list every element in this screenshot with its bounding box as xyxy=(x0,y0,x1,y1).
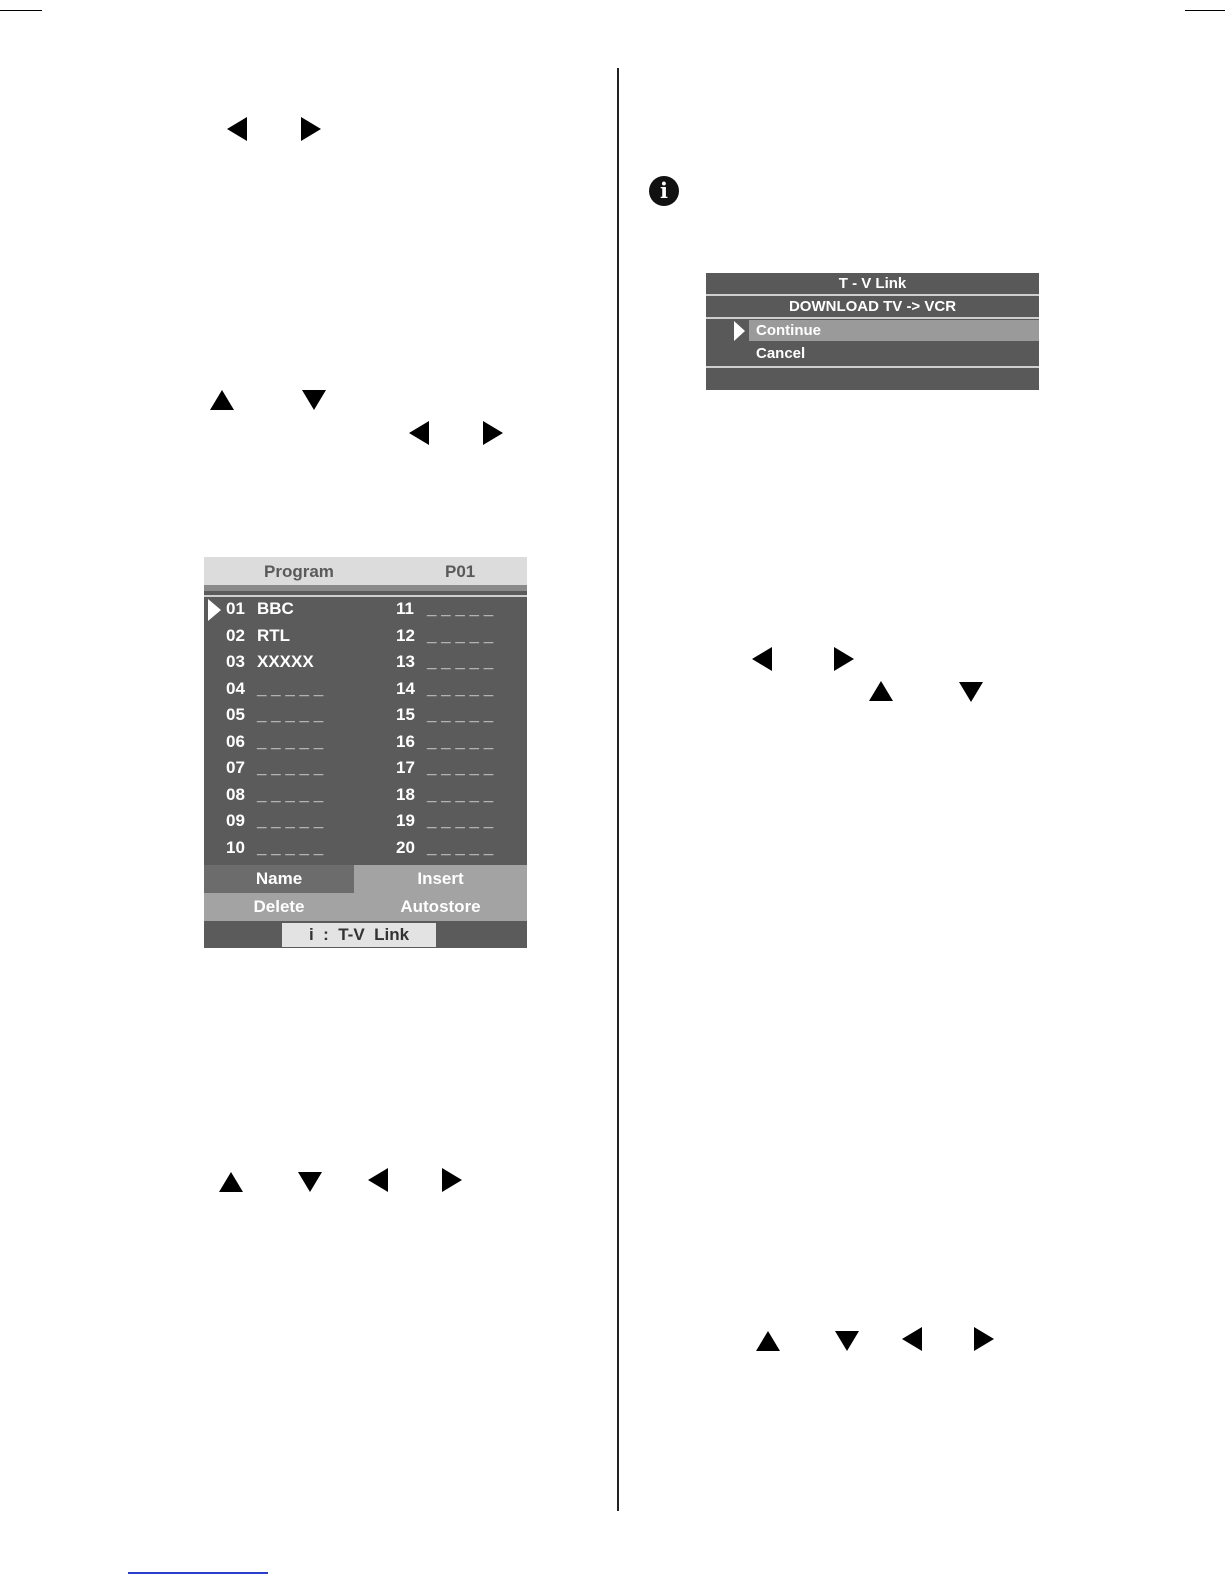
tv-link-dialog xyxy=(706,273,1039,390)
arrow-down-icon xyxy=(298,1172,322,1192)
program-name: _ _ _ _ _ xyxy=(427,599,494,618)
dialog-divider xyxy=(706,317,1039,319)
program-name: RTL xyxy=(257,625,291,645)
arrow-up-icon xyxy=(869,681,893,701)
program-number: 12 xyxy=(396,625,415,645)
program-number: 08 xyxy=(226,784,245,804)
program-name: _ _ _ _ _ xyxy=(257,811,324,830)
arrow-right-icon xyxy=(483,421,503,445)
dialog-title: T - V Link xyxy=(838,275,907,292)
program-name: _ _ _ _ _ xyxy=(257,758,324,777)
dialog-divider xyxy=(706,366,1039,368)
arrow-left-icon xyxy=(368,1168,388,1192)
crop-mark xyxy=(1185,10,1225,11)
program-number: 03 xyxy=(226,652,245,671)
program-table-header xyxy=(204,557,527,585)
arrow-left-icon xyxy=(752,647,772,671)
program-number: 02 xyxy=(226,625,245,645)
arrow-down-icon xyxy=(302,390,326,410)
name-button[interactable]: Name xyxy=(204,865,354,893)
program-number: 09 xyxy=(226,811,245,830)
program-name: _ _ _ _ _ xyxy=(257,731,324,751)
arrow-right-icon xyxy=(301,117,321,141)
dialog-subtitle: DOWNLOAD TV -> VCR xyxy=(788,298,957,315)
program-table xyxy=(204,557,527,948)
program-name: _ _ _ _ _ xyxy=(427,811,494,830)
program-number: 14 xyxy=(396,678,415,698)
program-name: _ _ _ _ _ xyxy=(257,705,324,724)
program-number: 04 xyxy=(226,678,245,698)
continue-option[interactable]: Continue xyxy=(749,320,1039,341)
program-header-number: P01 xyxy=(445,562,476,581)
selection-arrow-icon xyxy=(734,321,745,341)
program-name: _ _ _ _ _ xyxy=(427,678,494,698)
program-number: 17 xyxy=(396,758,415,777)
program-number: 13 xyxy=(396,652,415,671)
info-icon: i xyxy=(649,176,679,206)
arrow-left-icon xyxy=(409,421,429,445)
arrow-left-icon xyxy=(227,117,247,141)
delete-button[interactable]: Delete xyxy=(204,893,354,921)
program-number: 10 xyxy=(226,837,245,857)
arrow-up-icon xyxy=(219,1172,243,1192)
program-name: _ _ _ _ _ xyxy=(427,705,494,724)
program-name: _ _ _ _ _ xyxy=(257,837,324,857)
crop-mark xyxy=(0,10,42,11)
footer-rule xyxy=(128,1572,268,1574)
arrow-left-icon xyxy=(902,1327,922,1351)
autostore-button[interactable]: Autostore xyxy=(354,893,527,921)
program-number: 01 xyxy=(226,599,245,618)
program-name: _ _ _ _ _ xyxy=(427,731,494,751)
program-name: _ _ _ _ _ xyxy=(427,758,494,777)
column-divider xyxy=(617,68,619,1511)
program-name: _ _ _ _ _ xyxy=(427,625,494,645)
header-divider xyxy=(204,585,527,591)
program-name: _ _ _ _ _ xyxy=(257,678,324,698)
cancel-option[interactable]: Cancel xyxy=(756,345,806,362)
program-number: 19 xyxy=(396,811,415,830)
program-number: 16 xyxy=(396,731,415,751)
insert-button[interactable]: Insert xyxy=(354,865,527,893)
program-name: _ _ _ _ _ xyxy=(257,784,324,804)
header-divider xyxy=(204,595,527,597)
arrow-up-icon xyxy=(756,1331,780,1351)
program-name: _ _ _ _ _ xyxy=(427,784,494,804)
arrow-right-icon xyxy=(834,647,854,671)
program-name: BBC xyxy=(257,599,294,618)
program-name: XXXXX xyxy=(257,652,314,671)
program-number: 18 xyxy=(396,784,415,804)
arrow-right-icon xyxy=(974,1327,994,1351)
program-header-label: Program xyxy=(264,562,334,581)
arrow-up-icon xyxy=(210,390,234,410)
program-name: _ _ _ _ _ xyxy=(427,837,494,857)
program-number: 15 xyxy=(396,705,415,724)
selection-arrow-icon xyxy=(208,599,221,621)
program-number: 06 xyxy=(226,731,245,751)
arrow-right-icon xyxy=(442,1168,462,1192)
program-number: 07 xyxy=(226,758,245,777)
program-name: _ _ _ _ _ xyxy=(427,652,494,671)
program-number: 20 xyxy=(396,837,415,857)
arrow-down-icon xyxy=(835,1331,859,1351)
program-number: 05 xyxy=(226,705,245,724)
tv-link-info-button[interactable]: i : T-V Link xyxy=(282,923,436,947)
arrow-down-icon xyxy=(959,682,983,702)
program-number: 11 xyxy=(396,599,414,618)
